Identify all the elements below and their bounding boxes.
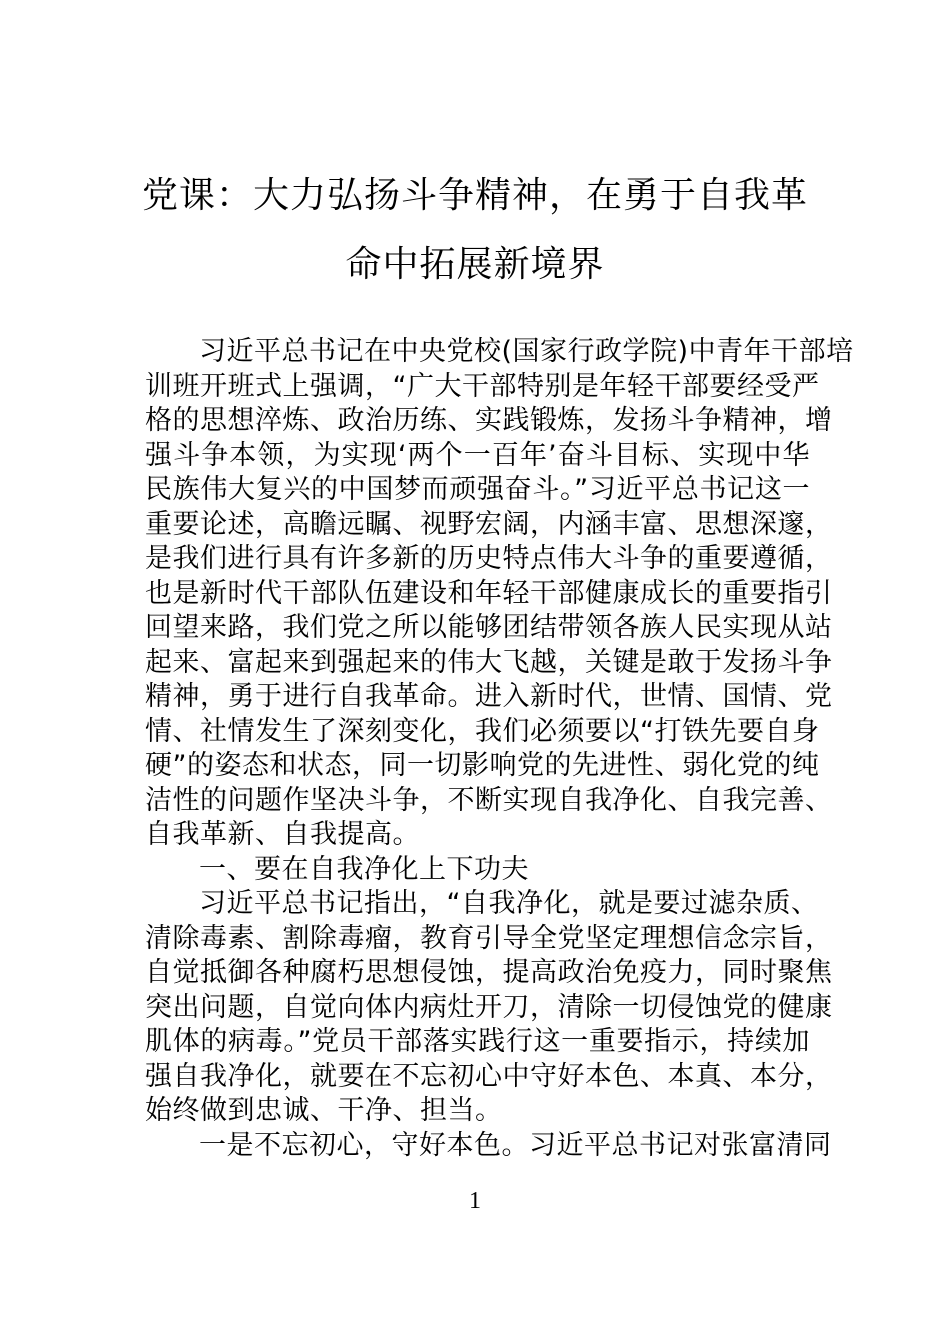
body-text-line: 肌体的病毒。”党员干部落实践行这一重要指示，持续加	[145, 1026, 810, 1057]
body-text-line: 训班开班式上强调，“广大干部特别是年轻干部要经受严	[145, 370, 820, 402]
body-text-line: 民族伟大复兴的中国梦而顽强奋斗。”习近平总书记这一	[145, 474, 810, 505]
body-text-line: 是我们进行具有许多新的历史特点伟大斗争的重要遵循，	[145, 543, 833, 574]
document-title-line-1: 党课：大力弘扬斗争精神，在勇于自我革	[141, 175, 808, 216]
body-text-line: 也是新时代干部队伍建设和年轻干部健康成长的重要指引	[145, 577, 833, 609]
body-text-line: 一是不忘初心，守好本色。习近平总书记对张富清同	[199, 1129, 832, 1161]
body-text-line: 自觉抵御各种腐朽思想侵蚀，提高政治免疫力，同时聚焦	[145, 957, 833, 988]
body-text-line: 情、社情发生了深刻变化，我们必须要以“打铁先要自身	[145, 715, 820, 747]
body-text-line: 洁性的问题作坚决斗争，不断实现自我净化、自我完善、	[145, 784, 833, 816]
body-text-line: 硬”的姿态和状态，同一切影响党的先进性、弱化党的纯	[145, 750, 820, 781]
body-text-line: 强自我净化，就要在不忘初心中守好本色、本真、本分，	[145, 1060, 833, 1092]
body-text-line: 清除毒素、割除毒瘤，教育引导全党坚定理想信念宗旨，	[145, 922, 833, 954]
body-text-line: 重要论述，高瞻远瞩、视野宏阔，内涵丰富、思想深邃，	[145, 508, 833, 540]
document-body	[145, 335, 854, 1163]
body-text-line: 自我革新、自我提高。	[145, 819, 420, 850]
body-text-line: 习近平总书记在中央党校(国家行政学院)中青年干部培	[199, 336, 854, 367]
document-title-line-2: 命中拓展新境界	[345, 244, 605, 285]
body-text-line: 起来、富起来到强起来的伟大飞越，关键是敢于发扬斗争	[145, 646, 833, 678]
body-text-line: 强斗争本领，为实现‘两个一百年’奋斗目标、实现中华	[145, 439, 810, 471]
body-text-line: 精神，勇于进行自我革命。进入新时代，世情、国情、党	[145, 681, 833, 712]
section-heading: 一、要在自我净化上下功夫	[199, 853, 529, 885]
page-number: 1	[469, 1188, 481, 1214]
body-text-line: 回望来路，我们党之所以能够团结带领各族人民实现从站	[145, 612, 833, 643]
body-text-line: 格的思想淬炼、政治历练、实践锻炼，发扬斗争精神，增	[145, 405, 833, 436]
body-text-line: 习近平总书记指出，“自我净化，就是要过滤杂质、	[199, 888, 819, 919]
body-text-line: 突出问题，自觉向体内病灶开刀，清除一切侵蚀党的健康	[145, 991, 833, 1023]
body-text-line: 始终做到忠诚、干净、担当。	[145, 1095, 503, 1126]
